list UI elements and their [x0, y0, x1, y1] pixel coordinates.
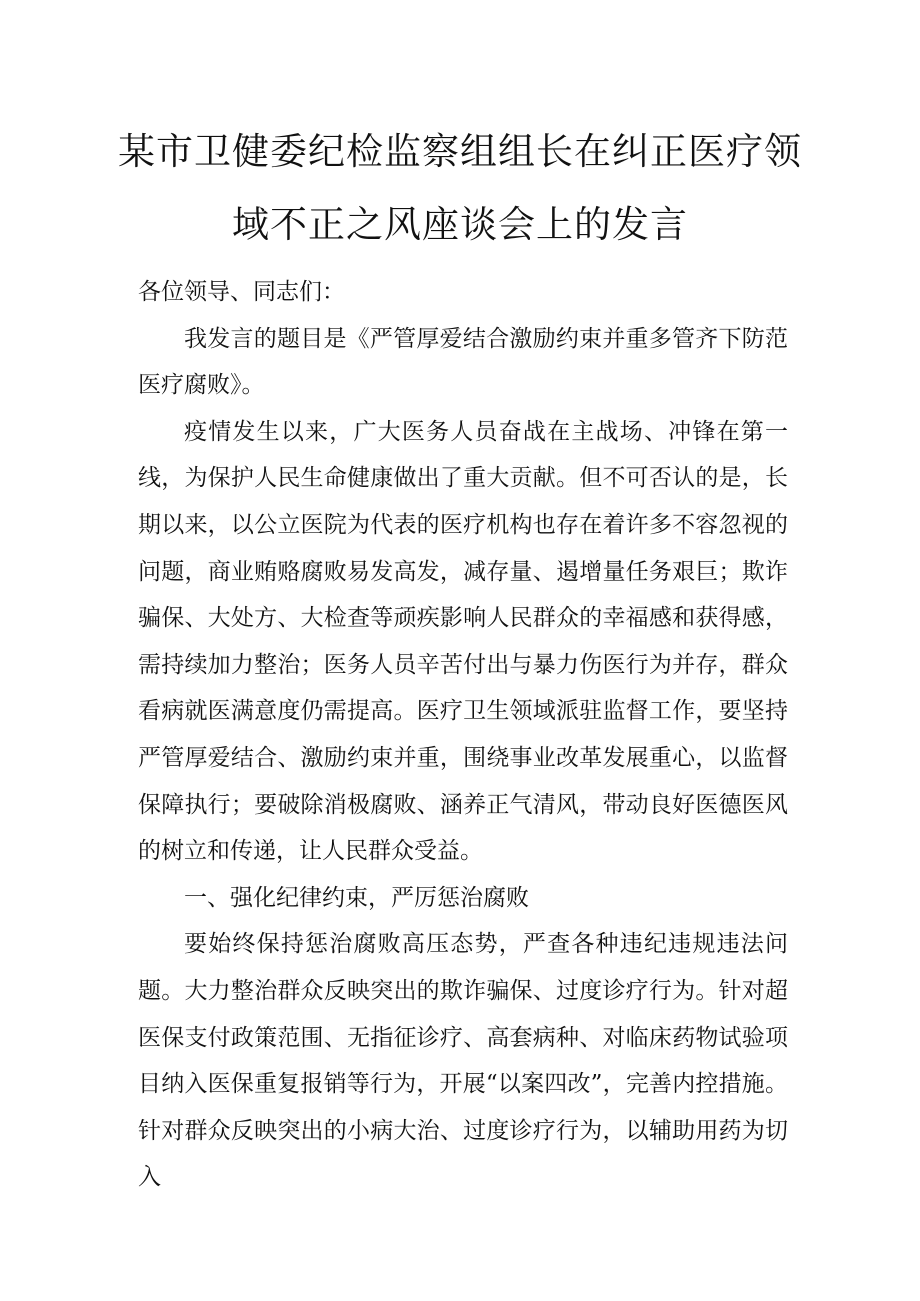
document-title-line-1: 某市卫健委纪检监察组组长在纠正医疗领 [118, 130, 802, 173]
section-heading-1: 一、强化纪律约束，严厉惩治腐败 [184, 884, 529, 911]
document-body [138, 269, 788, 1201]
paragraph-background: 疫情发生以来，广大医务人员奋战在主战场、冲锋在第一线，为保护人民生命健康做出了重大贡献。但不可否认的是，长期以来，以公立医院为代表的医疗机构也存在着许多不容忽视的问题，商业贿赂腐败易发高发，减存量、遏增量任务艰巨；欺诈骗保、大处方、大检查等顽疾影响人民群众的幸福感和获得感，需持续加力整治；医务人员辛苦付出与暴力伤医行为并存，群众看病就医满意度仍需提高。医疗卫生领域派驻监督工作，要坚持严管厚爱结合、激励约束并重，围绕事业改革发展重心，以监督保障执行；要破除消极腐败、涵养正气清风，带动良好医德医风的树立和传递，让人民群众受益。 [138, 418, 788, 865]
document-title-line-2: 域不正之风座谈会上的发言 [232, 203, 688, 246]
paragraph-section-1: 要始终保持惩治腐败高压态势，严查各种违纪违规违法问题。大力整治群众反映突出的欺诈骗保、过度诊疗行为。针对超医保支付政策范围、无指征诊疗、高套病种、对临床药物试验项目纳入医保重复报销等行为，开展“以案四改”，完善内控措施。针对群众反映突出的小病大治、过度诊疗行为，以辅助用药为切入 [138, 931, 788, 1191]
greeting: 各位领导、同志们： [138, 279, 345, 305]
paragraph-topic: 我发言的题目是《严管厚爱结合激励约束并重多管齐下防范医疗腐败》。 [138, 325, 788, 399]
